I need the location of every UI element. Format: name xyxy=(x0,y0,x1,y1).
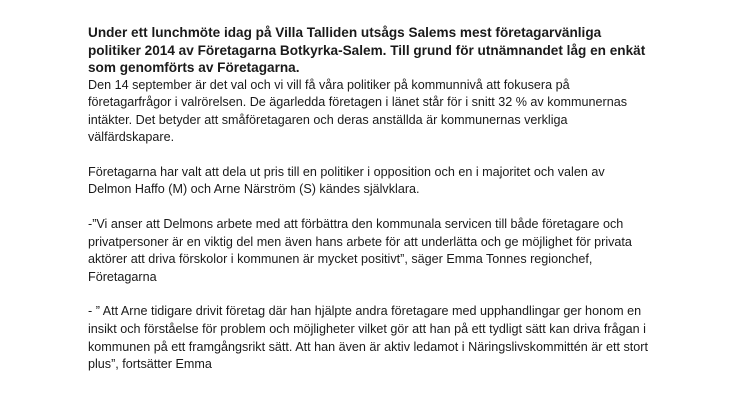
body-paragraph-3: -”Vi anser att Delmons arbete med att förbättra den kommunala servicen till både företagare och privatpersoner är en viktig del men även hans arbete för att underlätta och ge möjlighet för privata aktörer att driva förskolor i kommunen är mycket positivt”, säger Emma Tonnes regionchef, Företagarna xyxy=(88,217,632,284)
lead-paragraph: Under ett lunchmöte idag på Villa Talliden utsågs Salems mest företagarvänliga politiker 2014 av Företagarna Botkyrka-Salem. Till grund för utnämnandet låg en enkät som genomförts av Företagarna. xyxy=(88,25,646,75)
body-paragraph-4: - ” Att Arne tidigare drivit företag där han hjälpte andra företagare med upphandlingar ger honom en insikt och förståelse för problem och möjligheter vilket gör att han på ett tydligt sätt kan driva frågan i kommunen på ett framgångsrikt sätt. Att han även är aktiv ledamot i Näringslivskommittén är ett stort plus”, fortsätter Emma xyxy=(88,304,648,372)
body-paragraph-2: Företagarna har valt att dela ut pris till en politiker i opposition och en i majoritet och valen av Delmon Haffo (M) och Arne Närström (S) kändes självklara. xyxy=(88,164,605,197)
body-paragraph-1: Den 14 september är det val och vi vill få våra politiker på kommunnivå att fokusera på företagarfrågor i valrörelsen. De ägarledda företagen i länet står för i snitt 32 % av kommunernas intäkter. Det betyder att småföretagaren och deras anställda är kommunernas verkliga välfärdskapare. xyxy=(88,77,628,145)
document-body xyxy=(88,24,648,391)
